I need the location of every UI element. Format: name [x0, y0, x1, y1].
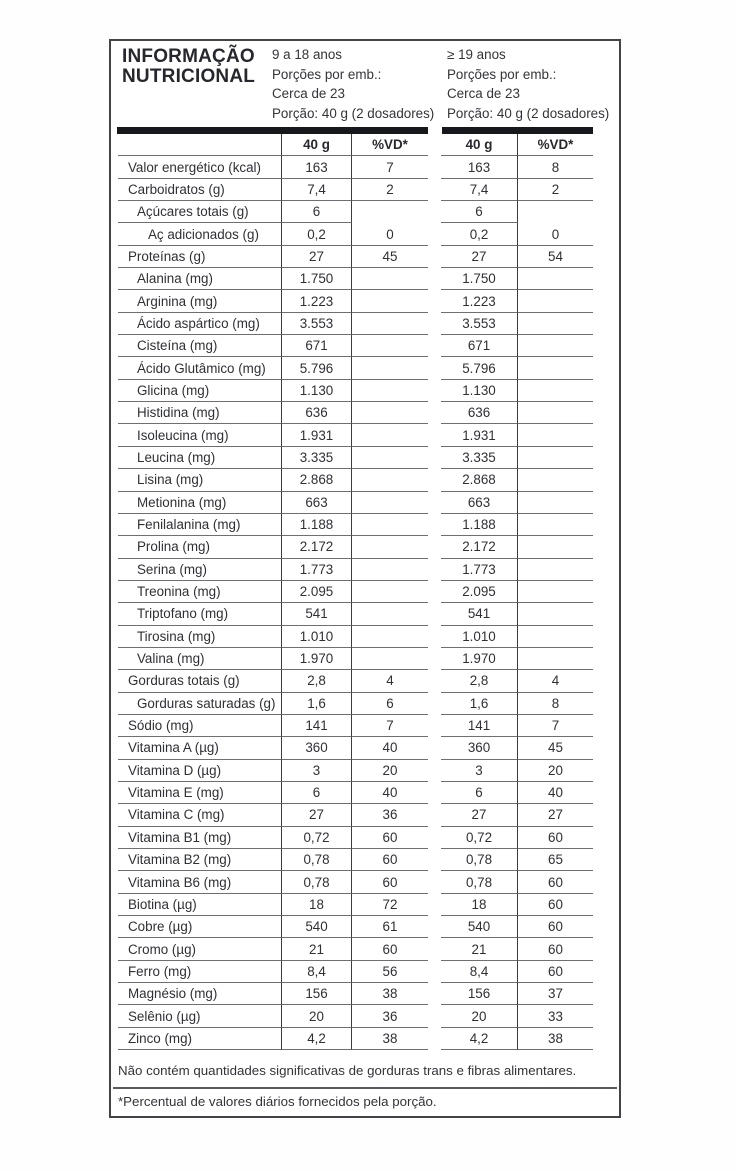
dv-9-18	[352, 402, 428, 424]
age-group-1-servings-value: Cerca de 23	[272, 86, 345, 102]
column-header-dv-9-18: %VD*	[352, 134, 428, 156]
row-label: Vitamina B1 (mg)	[118, 827, 282, 849]
dv-19plus	[518, 469, 593, 491]
row-gap	[428, 335, 441, 357]
dv-9-18: 72	[352, 894, 428, 916]
amount-19plus: 1.750	[441, 268, 518, 290]
amount-9-18: 7,4	[282, 179, 352, 201]
age-group-2-info	[447, 45, 609, 124]
dv-9-18	[352, 536, 428, 558]
row-label: Metionina (mg)	[118, 492, 282, 514]
amount-9-18: 671	[282, 335, 352, 357]
amount-19plus: 156	[441, 983, 518, 1005]
amount-9-18: 1.931	[282, 424, 352, 446]
column-header-dv-19plus: %VD*	[518, 134, 593, 156]
column-header-spacer	[118, 134, 282, 156]
row-gap	[428, 424, 441, 446]
dv-19plus: 60	[518, 916, 593, 938]
footnote-no-significant-amounts: Não contém quantidades significativas de gorduras trans e fibras alimentares.	[118, 1063, 577, 1078]
row-label: Prolina (mg)	[118, 536, 282, 558]
amount-19plus: 2.172	[441, 536, 518, 558]
row-label: Carboidratos (g)	[118, 179, 282, 201]
dv-9-18	[352, 469, 428, 491]
amount-9-18: 1,6	[282, 693, 352, 715]
row-label: Selênio (µg)	[118, 1005, 282, 1027]
dv-19plus	[518, 514, 593, 536]
amount-19plus: 20	[441, 1005, 518, 1027]
row-label: Triptofano (mg)	[118, 603, 282, 625]
amount-19plus: 6	[441, 201, 518, 223]
dv-9-18	[352, 626, 428, 648]
dv-19plus: 60	[518, 961, 593, 983]
label-title-line2: NUTRICIONAL	[122, 66, 256, 87]
dv-19plus	[518, 335, 593, 357]
row-label: Ferro (mg)	[118, 961, 282, 983]
amount-19plus: 6	[441, 782, 518, 804]
dv-9-18: 2	[352, 179, 428, 201]
dv-9-18	[352, 357, 428, 379]
row-label: Serina (mg)	[118, 559, 282, 581]
dv-9-18: 38	[352, 983, 428, 1005]
amount-9-18: 2.868	[282, 469, 352, 491]
row-gap	[428, 223, 441, 245]
age-group-1-portion: Porção: 40 g (2 dosadores)	[272, 106, 435, 122]
amount-19plus: 1.773	[441, 559, 518, 581]
row-label: Fenilalanina (mg)	[118, 514, 282, 536]
row-gap	[428, 313, 441, 335]
row-label: Vitamina E (mg)	[118, 782, 282, 804]
dv-9-18: 60	[352, 827, 428, 849]
amount-19plus: 1.223	[441, 290, 518, 312]
row-label: Lisina (mg)	[118, 469, 282, 491]
row-label: Ácido Glutâmico (mg)	[118, 357, 282, 379]
row-gap	[428, 246, 441, 268]
amount-19plus: 4,2	[441, 1028, 518, 1050]
dv-9-18: 7	[352, 715, 428, 737]
row-gap	[428, 156, 441, 178]
amount-19plus: 141	[441, 715, 518, 737]
row-gap	[428, 760, 441, 782]
amount-9-18: 156	[282, 983, 352, 1005]
dv-19plus	[518, 402, 593, 424]
dv-9-18: 36	[352, 804, 428, 826]
dv-19plus	[518, 201, 593, 223]
amount-19plus: 636	[441, 402, 518, 424]
row-label: Vitamina A (µg)	[118, 737, 282, 759]
dv-9-18	[352, 268, 428, 290]
amount-9-18: 2.095	[282, 581, 352, 603]
amount-9-18: 1.970	[282, 648, 352, 670]
row-label: Zinco (mg)	[118, 1028, 282, 1050]
dv-19plus: 38	[518, 1028, 593, 1050]
dv-19plus: 8	[518, 693, 593, 715]
amount-19plus: 2.868	[441, 469, 518, 491]
dv-19plus	[518, 313, 593, 335]
row-label: Aç adicionados (g)	[118, 223, 282, 245]
dv-9-18: 6	[352, 693, 428, 715]
dv-9-18	[352, 313, 428, 335]
dv-9-18: 0	[352, 223, 428, 245]
row-gap	[428, 268, 441, 290]
dv-9-18	[352, 447, 428, 469]
amount-9-18: 1.188	[282, 514, 352, 536]
column-header-amount-9-18: 40 g	[282, 134, 352, 156]
row-gap	[428, 469, 441, 491]
column-header-amount-19plus: 40 g	[441, 134, 518, 156]
dv-9-18	[352, 335, 428, 357]
amount-19plus: 18	[441, 894, 518, 916]
amount-19plus: 541	[441, 603, 518, 625]
dv-19plus	[518, 357, 593, 379]
dv-19plus: 4	[518, 670, 593, 692]
row-gap	[428, 380, 441, 402]
column-gap	[428, 134, 441, 156]
nutrition-label-box	[109, 39, 621, 1118]
row-label: Proteínas (g)	[118, 246, 282, 268]
dv-9-18: 38	[352, 1028, 428, 1050]
amount-19plus: 5.796	[441, 357, 518, 379]
dv-19plus	[518, 424, 593, 446]
row-gap	[428, 492, 441, 514]
row-label: Gorduras saturadas (g)	[118, 693, 282, 715]
group-2-header-bar	[442, 127, 593, 134]
age-group-2-portion: Porção: 40 g (2 dosadores)	[447, 106, 610, 122]
row-gap	[428, 983, 441, 1005]
age-group-2-servings-value: Cerca de 23	[447, 86, 520, 102]
dv-19plus	[518, 603, 593, 625]
dv-19plus: 33	[518, 1005, 593, 1027]
dv-9-18: 7	[352, 156, 428, 178]
amount-19plus: 2,8	[441, 670, 518, 692]
amount-19plus: 1.010	[441, 626, 518, 648]
row-label: Valina (mg)	[118, 648, 282, 670]
amount-9-18: 0,72	[282, 827, 352, 849]
amount-9-18: 636	[282, 402, 352, 424]
amount-9-18: 8,4	[282, 961, 352, 983]
row-label: Vitamina C (mg)	[118, 804, 282, 826]
label-title-line1: INFORMAÇÃO	[122, 46, 255, 67]
row-gap	[428, 290, 441, 312]
dv-9-18: 40	[352, 782, 428, 804]
dv-19plus	[518, 492, 593, 514]
row-label: Vitamina B2 (mg)	[118, 849, 282, 871]
row-gap	[428, 402, 441, 424]
dv-9-18: 45	[352, 246, 428, 268]
amount-19plus: 7,4	[441, 179, 518, 201]
row-gap	[428, 804, 441, 826]
amount-19plus: 163	[441, 156, 518, 178]
row-gap	[428, 693, 441, 715]
amount-9-18: 1.130	[282, 380, 352, 402]
footnote-daily-values: *Percentual de valores diários fornecidos pela porção.	[118, 1094, 437, 1109]
dv-9-18	[352, 290, 428, 312]
dv-19plus: 54	[518, 246, 593, 268]
row-label: Glicina (mg)	[118, 380, 282, 402]
amount-9-18: 27	[282, 246, 352, 268]
amount-9-18: 3	[282, 760, 352, 782]
dv-19plus	[518, 536, 593, 558]
amount-19plus: 540	[441, 916, 518, 938]
dv-9-18: 36	[352, 1005, 428, 1027]
dv-9-18: 4	[352, 670, 428, 692]
dv-9-18	[352, 201, 428, 223]
dv-9-18: 60	[352, 938, 428, 960]
dv-19plus: 40	[518, 782, 593, 804]
row-gap	[428, 357, 441, 379]
dv-19plus: 65	[518, 849, 593, 871]
row-label: Isoleucina (mg)	[118, 424, 282, 446]
dv-9-18	[352, 492, 428, 514]
dv-9-18	[352, 514, 428, 536]
amount-19plus: 1.970	[441, 648, 518, 670]
row-label: Magnésio (mg)	[118, 983, 282, 1005]
amount-9-18: 27	[282, 804, 352, 826]
amount-19plus: 1,6	[441, 693, 518, 715]
row-gap	[428, 603, 441, 625]
amount-9-18: 3.553	[282, 313, 352, 335]
dv-9-18: 60	[352, 849, 428, 871]
amount-9-18: 21	[282, 938, 352, 960]
dv-19plus: 2	[518, 179, 593, 201]
amount-9-18: 663	[282, 492, 352, 514]
row-label: Vitamina B6 (mg)	[118, 871, 282, 893]
row-gap	[428, 1005, 441, 1027]
row-label: Cromo (µg)	[118, 938, 282, 960]
dv-19plus: 60	[518, 894, 593, 916]
amount-9-18: 1.773	[282, 559, 352, 581]
amount-19plus: 8,4	[441, 961, 518, 983]
amount-19plus: 663	[441, 492, 518, 514]
dv-9-18: 20	[352, 760, 428, 782]
amount-19plus: 1.931	[441, 424, 518, 446]
amount-9-18: 5.796	[282, 357, 352, 379]
amount-19plus: 0,78	[441, 849, 518, 871]
age-group-1-info	[272, 45, 434, 124]
row-gap	[428, 447, 441, 469]
row-gap	[428, 559, 441, 581]
row-gap	[428, 916, 441, 938]
row-gap	[428, 201, 441, 223]
row-label: Sódio (mg)	[118, 715, 282, 737]
dv-9-18: 40	[352, 737, 428, 759]
dv-19plus: 60	[518, 871, 593, 893]
row-label: Leucina (mg)	[118, 447, 282, 469]
footnote-divider	[113, 1087, 617, 1089]
amount-19plus: 1.188	[441, 514, 518, 536]
amount-9-18: 360	[282, 737, 352, 759]
dv-19plus	[518, 559, 593, 581]
amount-9-18: 3.335	[282, 447, 352, 469]
amount-19plus: 3.553	[441, 313, 518, 335]
row-gap	[428, 827, 441, 849]
label-title	[122, 47, 255, 87]
row-label: Cisteína (mg)	[118, 335, 282, 357]
dv-9-18: 61	[352, 916, 428, 938]
dv-9-18	[352, 559, 428, 581]
row-gap	[428, 737, 441, 759]
amount-9-18: 2,8	[282, 670, 352, 692]
amount-9-18: 4,2	[282, 1028, 352, 1050]
amount-19plus: 3	[441, 760, 518, 782]
row-gap	[428, 670, 441, 692]
amount-9-18: 541	[282, 603, 352, 625]
amount-19plus: 27	[441, 804, 518, 826]
amount-9-18: 0,2	[282, 223, 352, 245]
row-label: Tirosina (mg)	[118, 626, 282, 648]
dv-9-18	[352, 648, 428, 670]
amount-9-18: 2.172	[282, 536, 352, 558]
dv-19plus: 8	[518, 156, 593, 178]
row-gap	[428, 626, 441, 648]
row-label: Biotina (µg)	[118, 894, 282, 916]
dv-19plus: 20	[518, 760, 593, 782]
dv-19plus	[518, 648, 593, 670]
amount-19plus: 0,78	[441, 871, 518, 893]
amount-9-18: 20	[282, 1005, 352, 1027]
dv-9-18: 60	[352, 871, 428, 893]
amount-19plus: 360	[441, 737, 518, 759]
amount-9-18: 0,78	[282, 849, 352, 871]
row-gap	[428, 938, 441, 960]
row-gap	[428, 581, 441, 603]
amount-19plus: 0,2	[441, 223, 518, 245]
amount-19plus: 3.335	[441, 447, 518, 469]
amount-9-18: 1.750	[282, 268, 352, 290]
row-label: Arginina (mg)	[118, 290, 282, 312]
row-label: Ácido aspártico (mg)	[118, 313, 282, 335]
nutrition-table	[118, 134, 593, 1050]
dv-19plus	[518, 447, 593, 469]
amount-9-18: 18	[282, 894, 352, 916]
age-group-2-range: ≥ 19 anos	[447, 47, 506, 62]
dv-19plus	[518, 581, 593, 603]
row-label: Valor energético (kcal)	[118, 156, 282, 178]
amount-19plus: 21	[441, 938, 518, 960]
row-gap	[428, 849, 441, 871]
amount-19plus: 1.130	[441, 380, 518, 402]
dv-19plus: 7	[518, 715, 593, 737]
dv-19plus	[518, 268, 593, 290]
dv-19plus	[518, 290, 593, 312]
dv-9-18: 56	[352, 961, 428, 983]
row-label: Alanina (mg)	[118, 268, 282, 290]
amount-9-18: 6	[282, 201, 352, 223]
row-label: Gorduras totais (g)	[118, 670, 282, 692]
row-label: Açúcares totais (g)	[118, 201, 282, 223]
row-label: Cobre (µg)	[118, 916, 282, 938]
amount-9-18: 6	[282, 782, 352, 804]
row-gap	[428, 1028, 441, 1050]
group-1-header-bar	[117, 127, 428, 134]
dv-19plus	[518, 626, 593, 648]
amount-9-18: 540	[282, 916, 352, 938]
row-gap	[428, 782, 441, 804]
amount-19plus: 27	[441, 246, 518, 268]
row-gap	[428, 715, 441, 737]
age-group-1-servings-label: Porções por emb.:	[272, 66, 382, 82]
dv-19plus: 45	[518, 737, 593, 759]
dv-19plus: 0	[518, 223, 593, 245]
amount-19plus: 0,72	[441, 827, 518, 849]
dv-19plus: 27	[518, 804, 593, 826]
row-gap	[428, 648, 441, 670]
row-gap	[428, 179, 441, 201]
dv-19plus: 60	[518, 938, 593, 960]
row-label: Histidina (mg)	[118, 402, 282, 424]
dv-9-18	[352, 603, 428, 625]
row-gap	[428, 894, 441, 916]
row-gap	[428, 536, 441, 558]
dv-9-18	[352, 380, 428, 402]
row-gap	[428, 514, 441, 536]
age-group-1-range: 9 a 18 anos	[272, 47, 342, 62]
row-label: Vitamina D (µg)	[118, 760, 282, 782]
amount-9-18: 141	[282, 715, 352, 737]
age-group-2-servings-label: Porções por emb.:	[447, 66, 557, 82]
dv-19plus: 60	[518, 827, 593, 849]
dv-9-18	[352, 424, 428, 446]
amount-19plus: 671	[441, 335, 518, 357]
amount-9-18: 1.010	[282, 626, 352, 648]
dv-9-18	[352, 581, 428, 603]
dv-19plus: 37	[518, 983, 593, 1005]
dv-19plus	[518, 380, 593, 402]
amount-9-18: 163	[282, 156, 352, 178]
amount-9-18: 1.223	[282, 290, 352, 312]
row-label: Treonina (mg)	[118, 581, 282, 603]
amount-9-18: 0,78	[282, 871, 352, 893]
amount-19plus: 2.095	[441, 581, 518, 603]
row-gap	[428, 961, 441, 983]
row-gap	[428, 871, 441, 893]
